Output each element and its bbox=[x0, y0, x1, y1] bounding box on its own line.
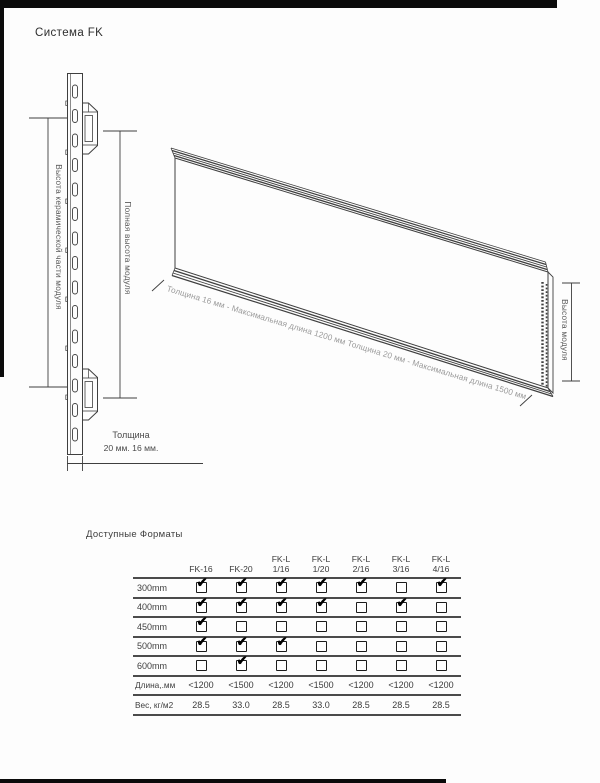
formats-table bbox=[133, 551, 461, 716]
format-checkbox bbox=[196, 594, 208, 613]
table-row-500mm bbox=[133, 633, 461, 656]
column-header-fk20: FK-20 bbox=[229, 563, 253, 574]
format-checkbox bbox=[356, 621, 367, 632]
format-checkbox bbox=[276, 660, 287, 671]
row-label: 500mm bbox=[137, 641, 168, 652]
check-icon: ✔ bbox=[316, 594, 328, 610]
check-icon: ✔ bbox=[196, 575, 208, 591]
format-checkbox bbox=[436, 602, 447, 613]
format-checkbox bbox=[396, 582, 407, 593]
weight-value: 28.5 bbox=[272, 699, 290, 710]
check-icon: ✔ bbox=[196, 614, 208, 630]
format-checkbox bbox=[436, 641, 447, 652]
length-value: <1200 bbox=[188, 680, 214, 691]
check-icon: ✔ bbox=[436, 575, 448, 591]
format-checkbox bbox=[396, 641, 407, 652]
check-icon: ✔ bbox=[196, 594, 208, 610]
format-checkbox bbox=[276, 575, 288, 593]
format-checkbox bbox=[316, 641, 327, 652]
format-checkbox bbox=[356, 660, 367, 671]
full-height-label: Полная высота модуля bbox=[123, 201, 133, 295]
length-value: <1200 bbox=[388, 680, 414, 691]
column-header-fkl-4-16: FK-L 4/16 bbox=[431, 554, 451, 574]
column-header-fkl-1-20: FK-L 1/20 bbox=[311, 554, 331, 574]
format-checkbox bbox=[436, 575, 448, 593]
table-row-400mm bbox=[133, 594, 461, 617]
module-height-label: Высота модуля bbox=[560, 299, 570, 361]
length-value: <1500 bbox=[228, 680, 254, 691]
weight-value: 28.5 bbox=[432, 699, 450, 710]
table-row-450mm bbox=[133, 616, 461, 636]
row-label: Вес, кг/м2 bbox=[135, 699, 174, 710]
format-checkbox bbox=[236, 621, 247, 632]
check-icon: ✔ bbox=[236, 633, 248, 649]
table-row-length bbox=[133, 675, 461, 695]
row-label: 450mm bbox=[137, 621, 168, 632]
thickness-label: Толщина bbox=[112, 430, 150, 440]
formats-heading: Доступные Форматы bbox=[86, 529, 183, 540]
check-icon: ✔ bbox=[396, 594, 408, 610]
format-checkbox bbox=[276, 633, 288, 652]
format-checkbox bbox=[396, 621, 407, 632]
format-checkbox bbox=[356, 575, 368, 593]
clip-bracket-top bbox=[83, 103, 98, 154]
weight-value: 28.5 bbox=[192, 699, 210, 710]
format-checkbox bbox=[236, 594, 248, 613]
weight-value: 28.5 bbox=[352, 699, 370, 710]
panel-3d-drawing bbox=[152, 148, 580, 406]
page-title: Система FK bbox=[35, 27, 104, 39]
format-checkbox bbox=[436, 660, 447, 671]
length-value: <1200 bbox=[348, 680, 374, 691]
format-checkbox bbox=[236, 575, 248, 593]
format-checkbox bbox=[356, 602, 367, 613]
check-icon: ✔ bbox=[276, 575, 288, 591]
format-checkbox bbox=[196, 614, 208, 632]
check-icon: ✔ bbox=[316, 575, 328, 591]
check-icon: ✔ bbox=[276, 633, 288, 649]
check-icon: ✔ bbox=[276, 594, 288, 610]
format-checkbox bbox=[316, 594, 328, 613]
column-header-fkl-3-16: FK-L 3/16 bbox=[391, 554, 411, 574]
weight-value: 28.5 bbox=[392, 699, 410, 710]
format-checkbox bbox=[356, 641, 367, 652]
format-checkbox bbox=[276, 621, 287, 632]
format-checkbox bbox=[196, 633, 208, 652]
check-icon: ✔ bbox=[356, 575, 368, 591]
check-icon: ✔ bbox=[236, 594, 248, 610]
format-checkbox bbox=[236, 653, 248, 671]
length-value: <1200 bbox=[428, 680, 454, 691]
table-row-600mm bbox=[133, 655, 461, 675]
format-checkbox bbox=[276, 594, 288, 613]
row-label: Длина,.мм bbox=[135, 680, 176, 691]
table-row-300mm bbox=[133, 577, 461, 597]
table-row-weight bbox=[133, 694, 461, 714]
panel-length-spec-label: Толщина 16 мм - Максимальная длина 1200 мм Толщина 20 мм - Максимальная длина 1500 мм bbox=[165, 284, 528, 402]
format-checkbox bbox=[236, 633, 248, 652]
format-checkbox bbox=[316, 575, 328, 593]
row-label: 300mm bbox=[137, 582, 168, 593]
format-checkbox bbox=[316, 660, 327, 671]
column-header-fkl-1-16: FK-L 1/16 bbox=[271, 554, 291, 574]
row-label: 600mm bbox=[137, 660, 168, 671]
weight-value: 33.0 bbox=[312, 699, 330, 710]
weight-value: 33.0 bbox=[232, 699, 250, 710]
thickness-values-label: 20 мм. 16 мм. bbox=[103, 443, 159, 453]
format-checkbox bbox=[396, 594, 408, 613]
ceramic-height-label: Высота керамической части модуля bbox=[54, 164, 64, 310]
length-value: <1200 bbox=[268, 680, 294, 691]
column-header-fkl-2-16: FK-L 2/16 bbox=[351, 554, 371, 574]
check-icon: ✔ bbox=[196, 633, 208, 649]
check-icon: ✔ bbox=[236, 653, 248, 669]
check-icon: ✔ bbox=[236, 575, 248, 591]
format-checkbox bbox=[316, 621, 327, 632]
format-checkbox bbox=[396, 660, 407, 671]
format-checkbox bbox=[196, 660, 207, 671]
length-value: <1500 bbox=[308, 680, 334, 691]
format-checkbox bbox=[196, 575, 208, 593]
clip-bracket-bottom bbox=[83, 369, 98, 420]
format-checkbox bbox=[436, 621, 447, 632]
dimension-thickness bbox=[67, 456, 203, 471]
formats-table-header bbox=[133, 551, 461, 577]
row-label: 400mm bbox=[137, 602, 168, 613]
column-header-fk16: FK-16 bbox=[189, 563, 213, 574]
